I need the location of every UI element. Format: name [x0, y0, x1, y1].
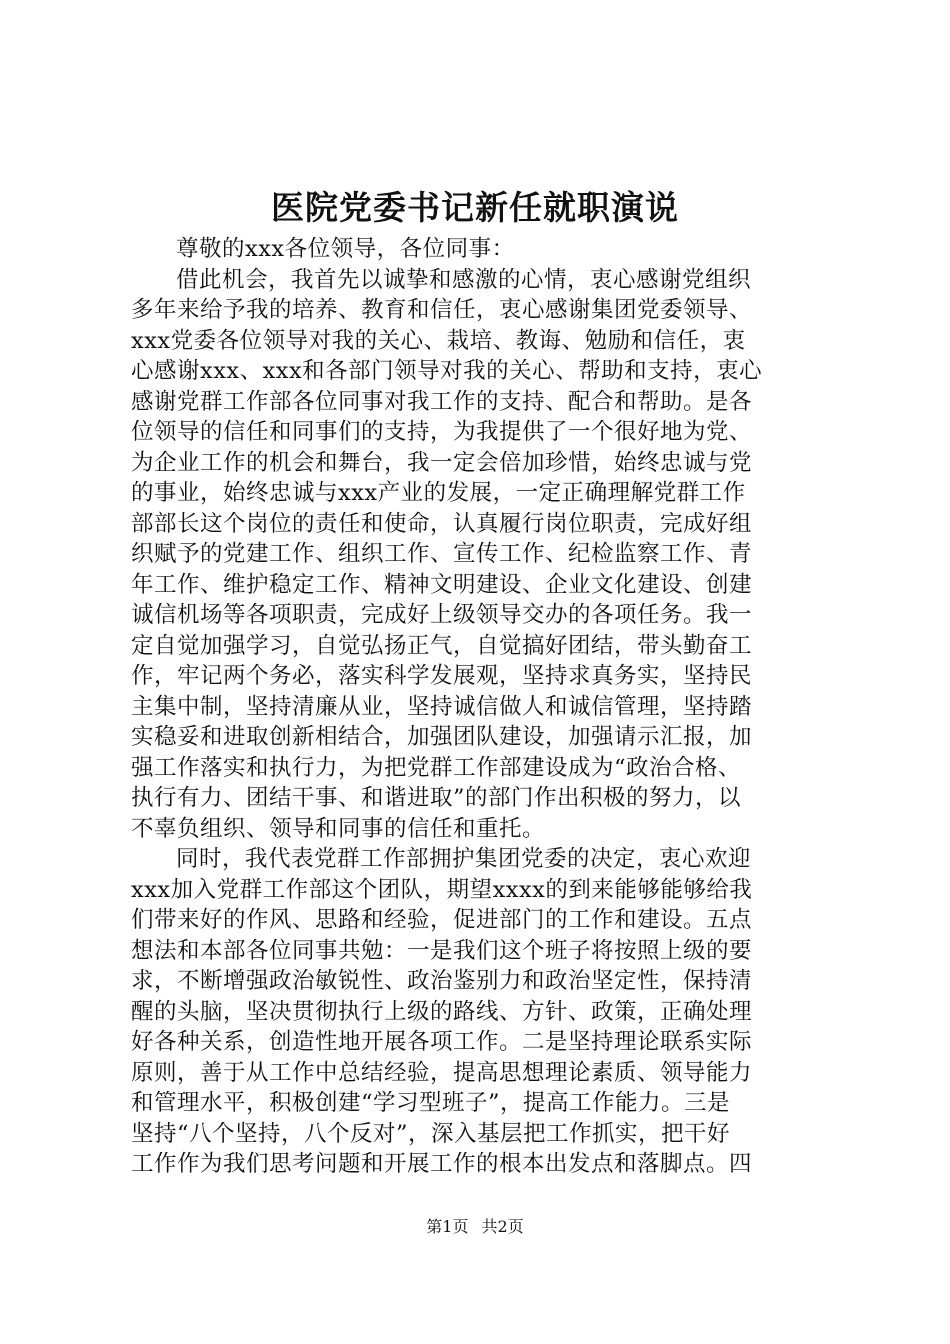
text-line: 多年来给予我的培养、教育和信任，衷心感谢集团党委领导、: [131, 297, 753, 323]
text-line: 好各种关系，创造性地开展各项工作。二是坚持理论联系实际: [131, 1029, 753, 1055]
page-footer: [0, 1216, 950, 1238]
document-title: 医院党委书记新任就职演说: [271, 188, 679, 227]
text-line: 不辜负组织、领导和同事的信任和重托。: [131, 815, 546, 842]
page-number: 第1页: [426, 1217, 469, 1236]
page-total: 共2页: [481, 1217, 524, 1236]
text-line: 求，不断增强政治敏锐性、政治鉴别力和政治坚定性，保持清: [131, 968, 753, 994]
text-line: 织赋予的党建工作、组织工作、宣传工作、纪检监察工作、青: [131, 541, 753, 567]
text-line: 定自觉加强学习，自觉弘扬正气，自觉搞好团结，带头勤奋工: [131, 632, 753, 659]
text-line: 主集中制，坚持清廉从业，坚持诚信做人和诚信管理，坚持踏: [131, 693, 753, 720]
text-line: 诚信机场等各项职责，完成好上级领导交办的各项任务。我一: [131, 602, 753, 628]
text-line: 作，牢记两个务必，落实科学发展观，坚持求真务实，坚持民: [131, 663, 753, 689]
text-line: xxx加入党群工作部这个团队，期望xxxx的到来能够能够给我: [131, 876, 753, 903]
text-line: 位领导的信任和同事们的支持，为我提供了一个很好地为党、: [131, 419, 753, 445]
text-line: 执行有力、团结干事、和谐进取”的部门作出积极的努力，以: [131, 785, 742, 811]
document-body: [131, 234, 831, 1180]
text-line: 的事业，始终忠诚与xxx产业的发展，一定正确理解党群工作: [131, 480, 746, 506]
text-line: 强工作落实和执行力，为把党群工作部建设成为“政治合格、: [131, 754, 742, 781]
text-line: 原则，善于从工作中总结经验，提高思想理论素质、领导能力: [131, 1059, 753, 1086]
text-line: 感谢党群工作部各位同事对我工作的支持、配合和帮助。是各: [131, 388, 753, 415]
text-line: 工作作为我们思考问题和开展工作的根本出发点和落脚点。四: [131, 1151, 753, 1177]
text-line: 部部长这个岗位的责任和使命，认真履行岗位职责，完成好组: [131, 510, 753, 537]
text-line: 想法和本部各位同事共勉：一是我们这个班子将按照上级的要: [131, 937, 753, 964]
text-line: 坚持“八个坚持，八个反对”，深入基层把工作抓实，把干好: [131, 1120, 731, 1147]
text-line: 借此机会，我首先以诚挚和感激的心情，衷心感谢党组织: [176, 266, 752, 293]
text-line: 同时，我代表党群工作部拥护集团党委的决定，衷心欢迎: [176, 846, 752, 872]
text-line: 尊敬的xxx各位领导，各位同事：: [176, 236, 515, 262]
text-line: 们带来好的作风、思路和经验，促进部门的工作和建设。五点: [131, 907, 753, 933]
text-line: 年工作、维护稳定工作、精神文明建设、企业文化建设、创建: [131, 571, 753, 598]
text-line: 和管理水平，积极创建“学习型班子”，提高工作能力。三是: [131, 1090, 731, 1116]
text-line: 实稳妥和进取创新相结合，加强团队建设，加强请示汇报，加: [131, 724, 753, 750]
text-line: xxx党委各位领导对我的关心、栽培、教诲、勉励和信任，衷: [131, 327, 746, 354]
text-line: 醒的头脑，坚决贯彻执行上级的路线、方针、政策，正确处理: [131, 998, 753, 1025]
text-line: 为企业工作的机会和舞台，我一定会倍加珍惜，始终忠诚与党: [131, 449, 753, 476]
text-line: 心感谢xxx、xxx和各部门领导对我的关心、帮助和支持，衷心: [131, 358, 763, 384]
